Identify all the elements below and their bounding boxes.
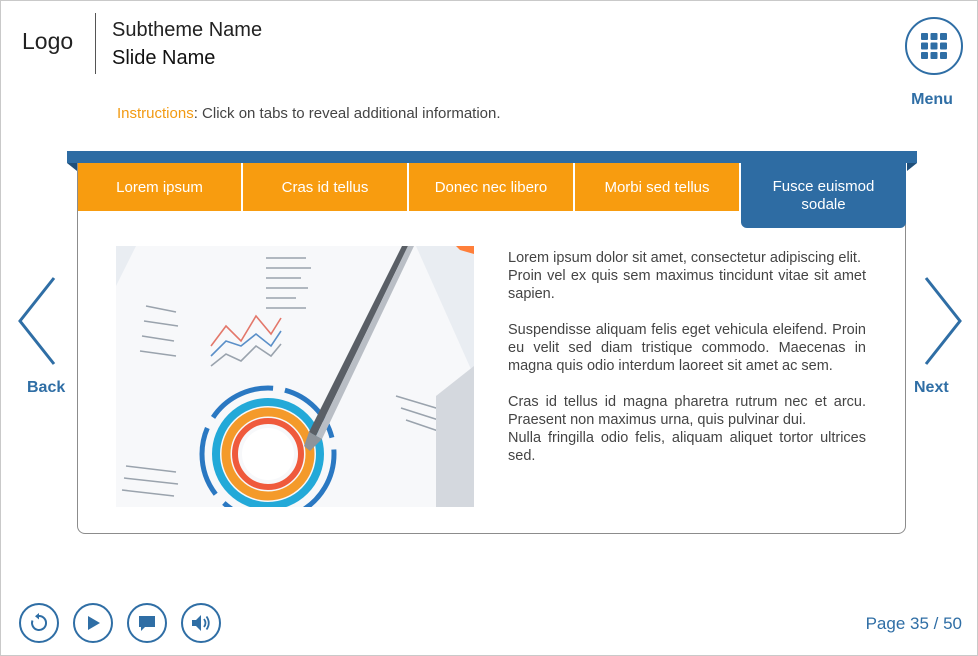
comment-icon: [137, 613, 157, 633]
header-divider: [95, 13, 96, 74]
back-button[interactable]: Back: [27, 379, 66, 396]
next-arrow-icon[interactable]: [922, 276, 964, 366]
replay-icon: [29, 613, 49, 633]
tab-fusce-euismod-sodale[interactable]: Fusce euismod sodale: [741, 163, 906, 228]
replay-button[interactable]: [19, 603, 59, 643]
subtheme-title: Subtheme Name: [112, 19, 263, 41]
play-button[interactable]: [73, 603, 113, 643]
instructions-text: : Click on tabs to reveal additional information.: [193, 105, 501, 122]
tab-morbi-sed-tellus[interactable]: Morbi sed tellus: [575, 163, 739, 211]
grid-icon: [920, 32, 948, 60]
volume-button[interactable]: [181, 603, 221, 643]
page-counter: Page 35 / 50: [865, 614, 962, 633]
tab-donec-nec-libero[interactable]: Donec nec libero: [409, 163, 573, 211]
back-arrow-icon[interactable]: [16, 276, 58, 366]
slide-title: Slide Name: [112, 47, 216, 69]
content-paragraph: Suspendisse aliquam felis eget vehicula eleifend. Proin eu velit sed diam tristique commodo. Maecenas in magna quis odio interdum laoreet sit amet ac sem.: [508, 322, 866, 374]
tab-bar: [67, 151, 917, 163]
tab-cras-id-tellus[interactable]: Cras id tellus: [243, 163, 407, 211]
instructions: [117, 105, 501, 122]
play-icon: [84, 614, 102, 632]
logo: Logo: [22, 28, 74, 54]
tab-lorem-ipsum[interactable]: Lorem ipsum: [78, 163, 241, 211]
tab-content: [508, 249, 866, 483]
tab-bar-fold-left: [67, 163, 77, 171]
content-paragraph: Cras id tellus id magna pharetra rutrum nec et arcu. Praesent non maximus urna, quis pulvinar dui. Nulla fringilla odio felis, aliquam aliquet tortor ultrices sed.: [508, 394, 866, 464]
tab-bar-fold-right: [907, 163, 917, 171]
next-button[interactable]: Next: [914, 379, 949, 396]
instructions-lead: Instructions: [117, 105, 194, 122]
volume-icon: [190, 613, 212, 633]
content-paragraph: Lorem ipsum dolor sit amet, consectetur adipiscing elit. Proin vel ex quis sem maximus tincidunt vitae sit amet sapien.: [508, 250, 866, 302]
menu-button[interactable]: [905, 17, 963, 75]
menu-label[interactable]: Menu: [911, 91, 953, 108]
comment-button[interactable]: [127, 603, 167, 643]
content-image: [116, 246, 474, 507]
